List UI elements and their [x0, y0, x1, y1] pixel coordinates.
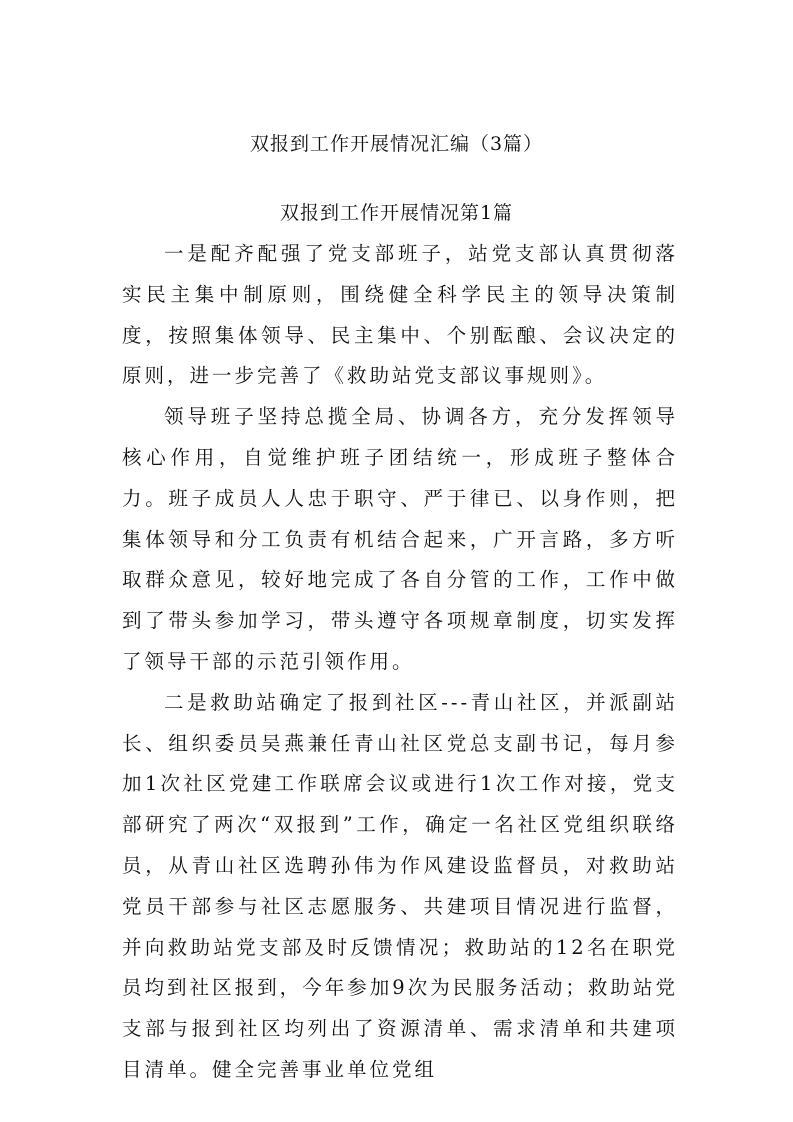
document-body: [122, 234, 678, 1091]
paragraph-2: 领导班子坚持总揽全局、协调各方，充分发挥领导核心作用，自觉维护班子团结统一，形成班子整体合力。班子成员人人忠于职守、严于律已、以身作则，把集体领导和分工负责有机结合起来，广开言路，多方听取群众意见，较好地完成了各自分管的工作，工作中做到了带头参加学习，带头遵守各项规章制度，切实发挥了领导干部的示范引领作用。: [122, 405, 678, 673]
section-title: 双报到工作开展情况第1篇: [279, 202, 514, 224]
paragraph-3: 二是救助站确定了报到社区---青山社区，并派副站长、组织委员吴燕兼任青山社区党总支副书记，每月参加1次社区党建工作联席会议或进行1次工作对接，党支部研究了两次“双报到”工作，确定一名社区党组织联络员，从青山社区选聘孙伟为作风建设监督员，对救助站党员干部参与社区志愿服务、共建项目情况进行监督，并向救助站党支部及时反馈情况；救助站的12名在职党员均到社区报到，今年参加9次为民服务活动；救助站党支部与报到社区均列出了资源清单、需求清单和共建项目清单。健全完善事业单位党组: [122, 690, 678, 1081]
document-title: 双报到工作开展情况汇编（3篇）: [249, 133, 544, 155]
paragraph-1: 一是配齐配强了党支部班子，站党支部认真贯彻落实民主集中制原则，围绕健全科学民主的领导决策制度，按照集体领导、民主集中、个别酝酿、会议决定的原则，进一步完善了《救助站党支部议事规则》。: [122, 242, 678, 388]
